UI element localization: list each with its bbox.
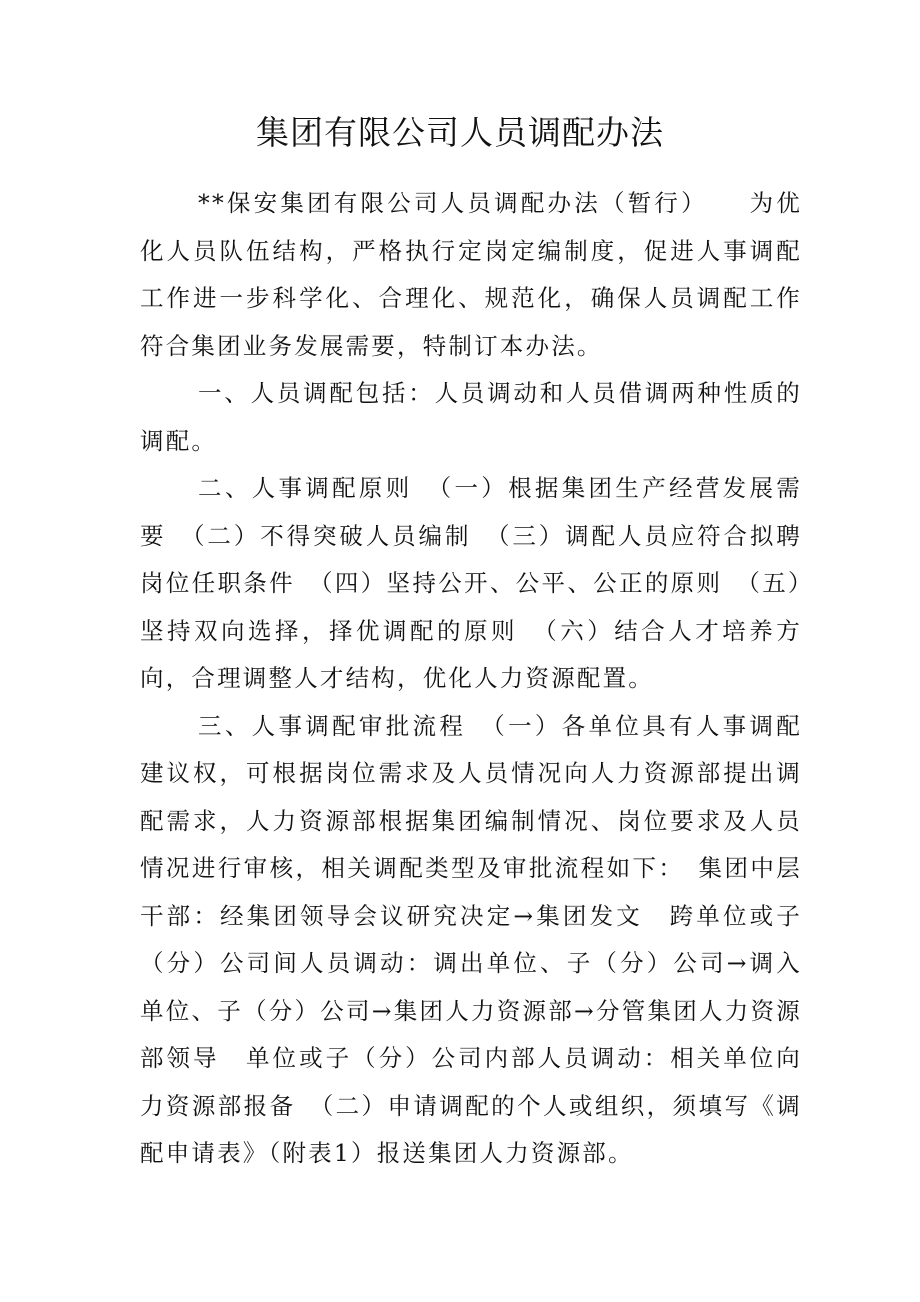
paragraph-section-1: 一、人员调配包括：人员调动和人员借调两种性质的调配。	[140, 379, 802, 455]
paragraph-section-3: 三、人事调配审批流程 （一）各单位具有人事调配建议权，可根据岗位需求及人员情况向人力资源部提出调配需求，人力资源部根据集团编制情况、岗位要求及人员情况进行审核，相关调配类型及审批流程如下： 集团中层干部：经集团领导会议研究决定→集团发文 跨单位或子（分）公司间人员调动：调出单位、子（分）公司→调入单位、子（分）公司→集团人力资源部→分管集团人力资源部领导 单位或子（分）公司内部人员调动：相关单位向力资源部报备 （二）申请调配的个人或组织，须填写《调配申请表》（附表1）报送集团人力资源部。	[140, 711, 802, 1167]
document-body	[140, 180, 802, 1178]
paragraph-section-2: 二、人事调配原则 （一）根据集团生产经营发展需要 （二）不得突破人员编制 （三）调配人员应符合拟聘岗位任职条件 （四）坚持公开、公平、公正的原则 （五）坚持双向选择，择优调配的原则 （六）结合人才培养方向，合理调整人才结构，优化人力资源配置。	[140, 474, 802, 692]
paragraph-intro: **保安集团有限公司人员调配办法（暂行） 为优化人员队伍结构，严格执行定岗定编制度，促进人事调配工作进一步科学化、合理化、规范化，确保人员调配工作符合集团业务发展需要，特制订本办法。	[140, 189, 802, 360]
document-title: 集团有限公司人员调配办法	[256, 113, 664, 152]
